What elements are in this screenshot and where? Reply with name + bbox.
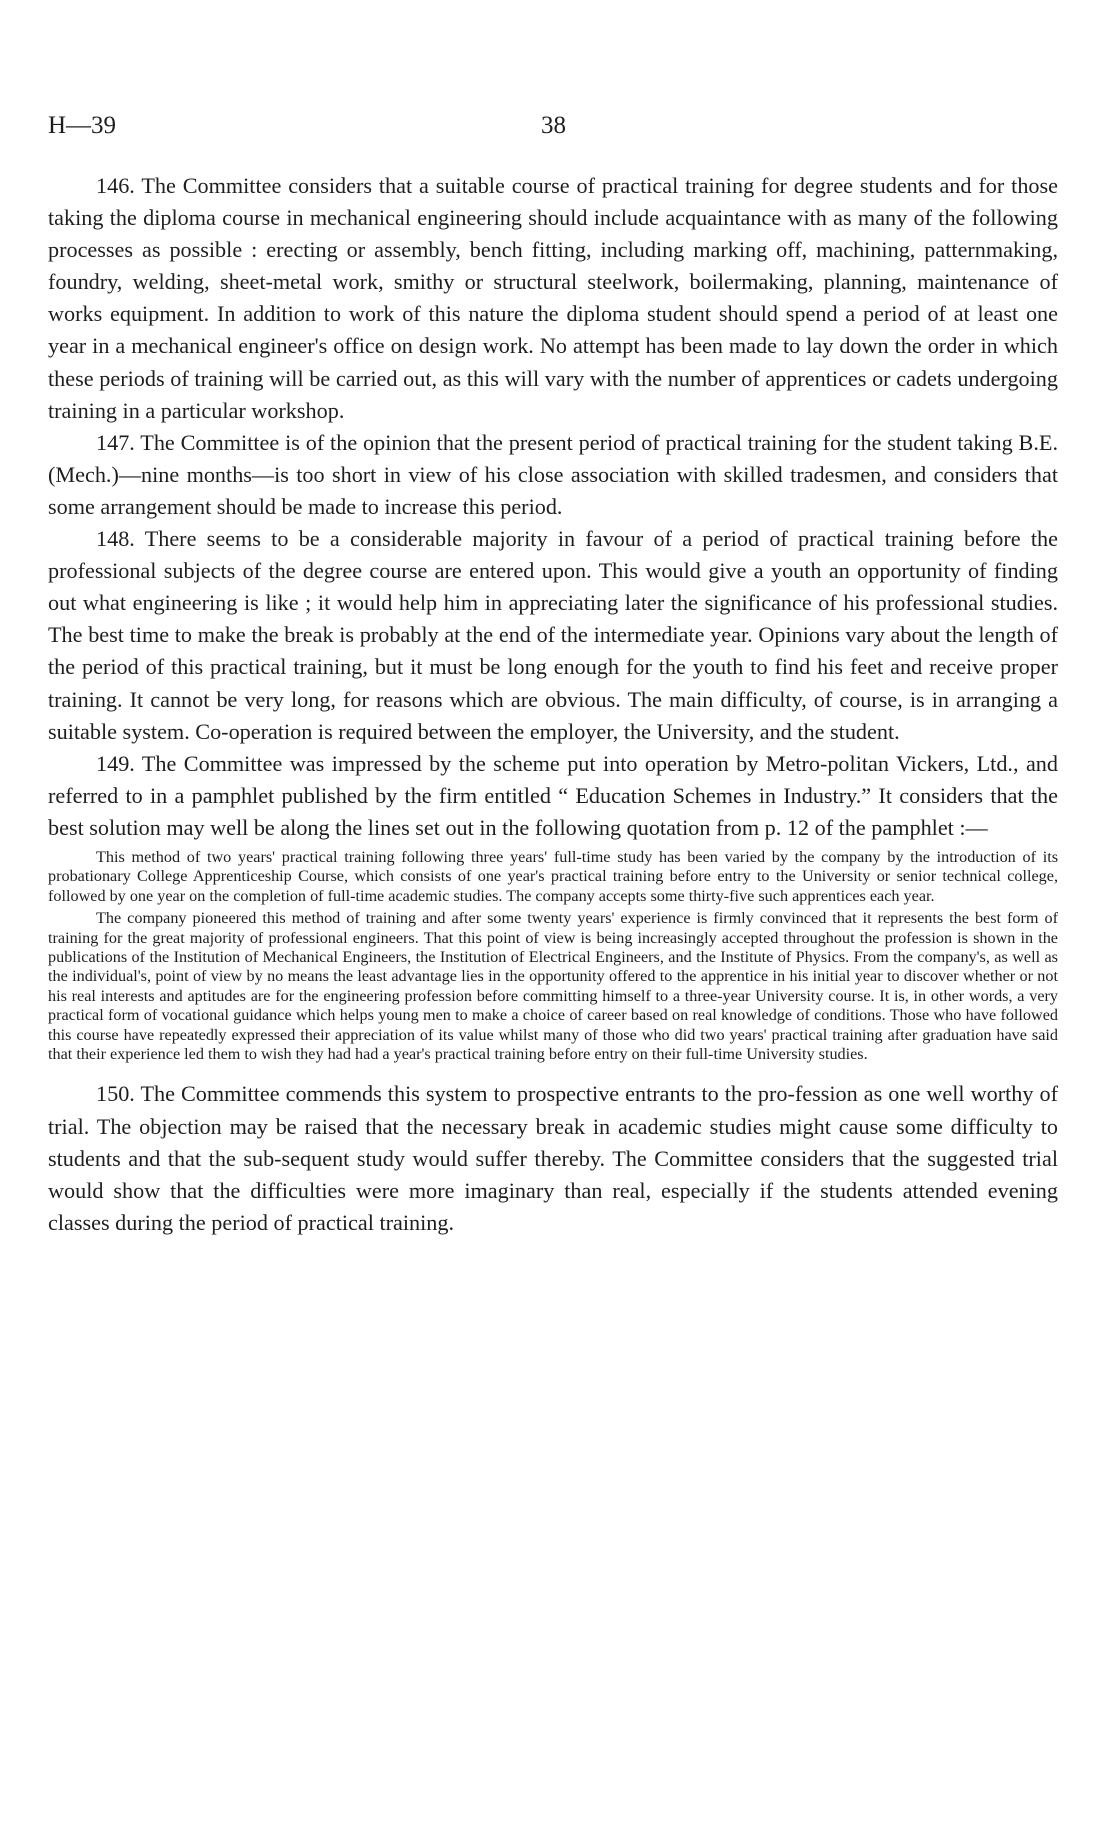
paragraph-149: 149. The Committee was impressed by the scheme put into operation by Metro-politan Vickers, Ltd., and referred to in a pamphlet published by the firm entitled “ Education Schemes in Industry.” It considers that the best solution may well be along the lines set out in the following quotation from p. 12 of the pamphlet :— — [48, 750, 1058, 840]
paragraph-150: 150. The Committee commends this system to prospective entrants to the pro-fession as one well worthy of trial. The objection may be raised that the necessary break in academic studies might cause some difficulty to students and that the sub-sequent study would suffer thereby. The Committee considers that the suggested trial would show that the difficulties were more imaginary than real, especially if the students attended evening classes during the period of practical training. — [48, 1081, 1058, 1235]
page-number: 38 — [541, 112, 566, 139]
paragraph-148: 148. There seems to be a considerable majority in favour of a period of practical training before the professional subjects of the degree course are entered upon. This would give a youth an opportunity of finding out what engineering is like ; it would help him in appreciating later the significance of his professional studies. The best time to make the break is probably at the end of the intermediate year. Opinions vary about the length of the period of this practical training, but it must be long enough for the youth to find his feet and receive proper training. It cannot be very long, for reasons which are obvious. The main difficulty, of course, is in arranging a suitable system. Co-operation is required between the employer, the University, and the student. — [48, 526, 1058, 744]
document-page — [48, 112, 1058, 1239]
quotation-paragraph-1: This method of two years' practical training following three years' full-time study has been varied by the company by the introduction of its probationary College Apprenticeship Course, which consists of one year's practical training before entry to the University or senior technical college, followed by one year on the completion of full-time academic studies. The company accepts some thirty-five such apprentices each year. — [48, 847, 1058, 905]
paragraph-147: 147. The Committee is of the opinion that the present period of practical training for the student taking B.E. (Mech.)—nine months—is too short in view of his close association with skilled tradesmen, and considers that some arrangement should be made to increase this period. — [48, 429, 1058, 519]
document-code: H—39 — [48, 112, 117, 139]
quotation-paragraph-2: The company pioneered this method of training and after some twenty years' experience is firmly convinced that it represents the best form of training for the great majority of professional engineers. That this point of view is being increasingly accepted throughout the profession is shown in the publications of the Institution of Mechanical Engineers, the Institution of Electrical Engineers, and the Institute of Physics. From the company's, as well as the individual's, point of view by no means the least advantage lies in the opportunity offered to the apprentice in his initial year to discover whether or not his real interests and aptitudes are for the engineering profession before committing himself to a three-year University course. It is, in other words, a very practical form of vocational guidance which helps young men to make a choice of career based on real knowledge of conditions. Those who have followed this course have repeatedly expressed their appreciation of its value whilst many of those who did two years' practical training after graduation have said that their experience led them to wish they had had a year's practical training before entry on their full-time University studies. — [48, 909, 1058, 1064]
page-header — [48, 112, 1058, 152]
paragraph-146: 146. The Committee considers that a suitable course of practical training for degree students and for those taking the diploma course in mechanical engineering should include acquaintance with as many of the following processes as possible : erecting or assembly, bench fitting, including marking off, machining, patternmaking, foundry, welding, sheet-metal work, smithy or structural steelwork, boilermaking, planning, maintenance of works equipment. In addition to work of this nature the diploma student should spend a period of at least one year in a mechanical engineer's office on design work. No attempt has been made to lay down the order in which these periods of training will be carried out, as this will vary with the number of apprentices or cadets undergoing training in a particular workshop. — [48, 173, 1058, 423]
